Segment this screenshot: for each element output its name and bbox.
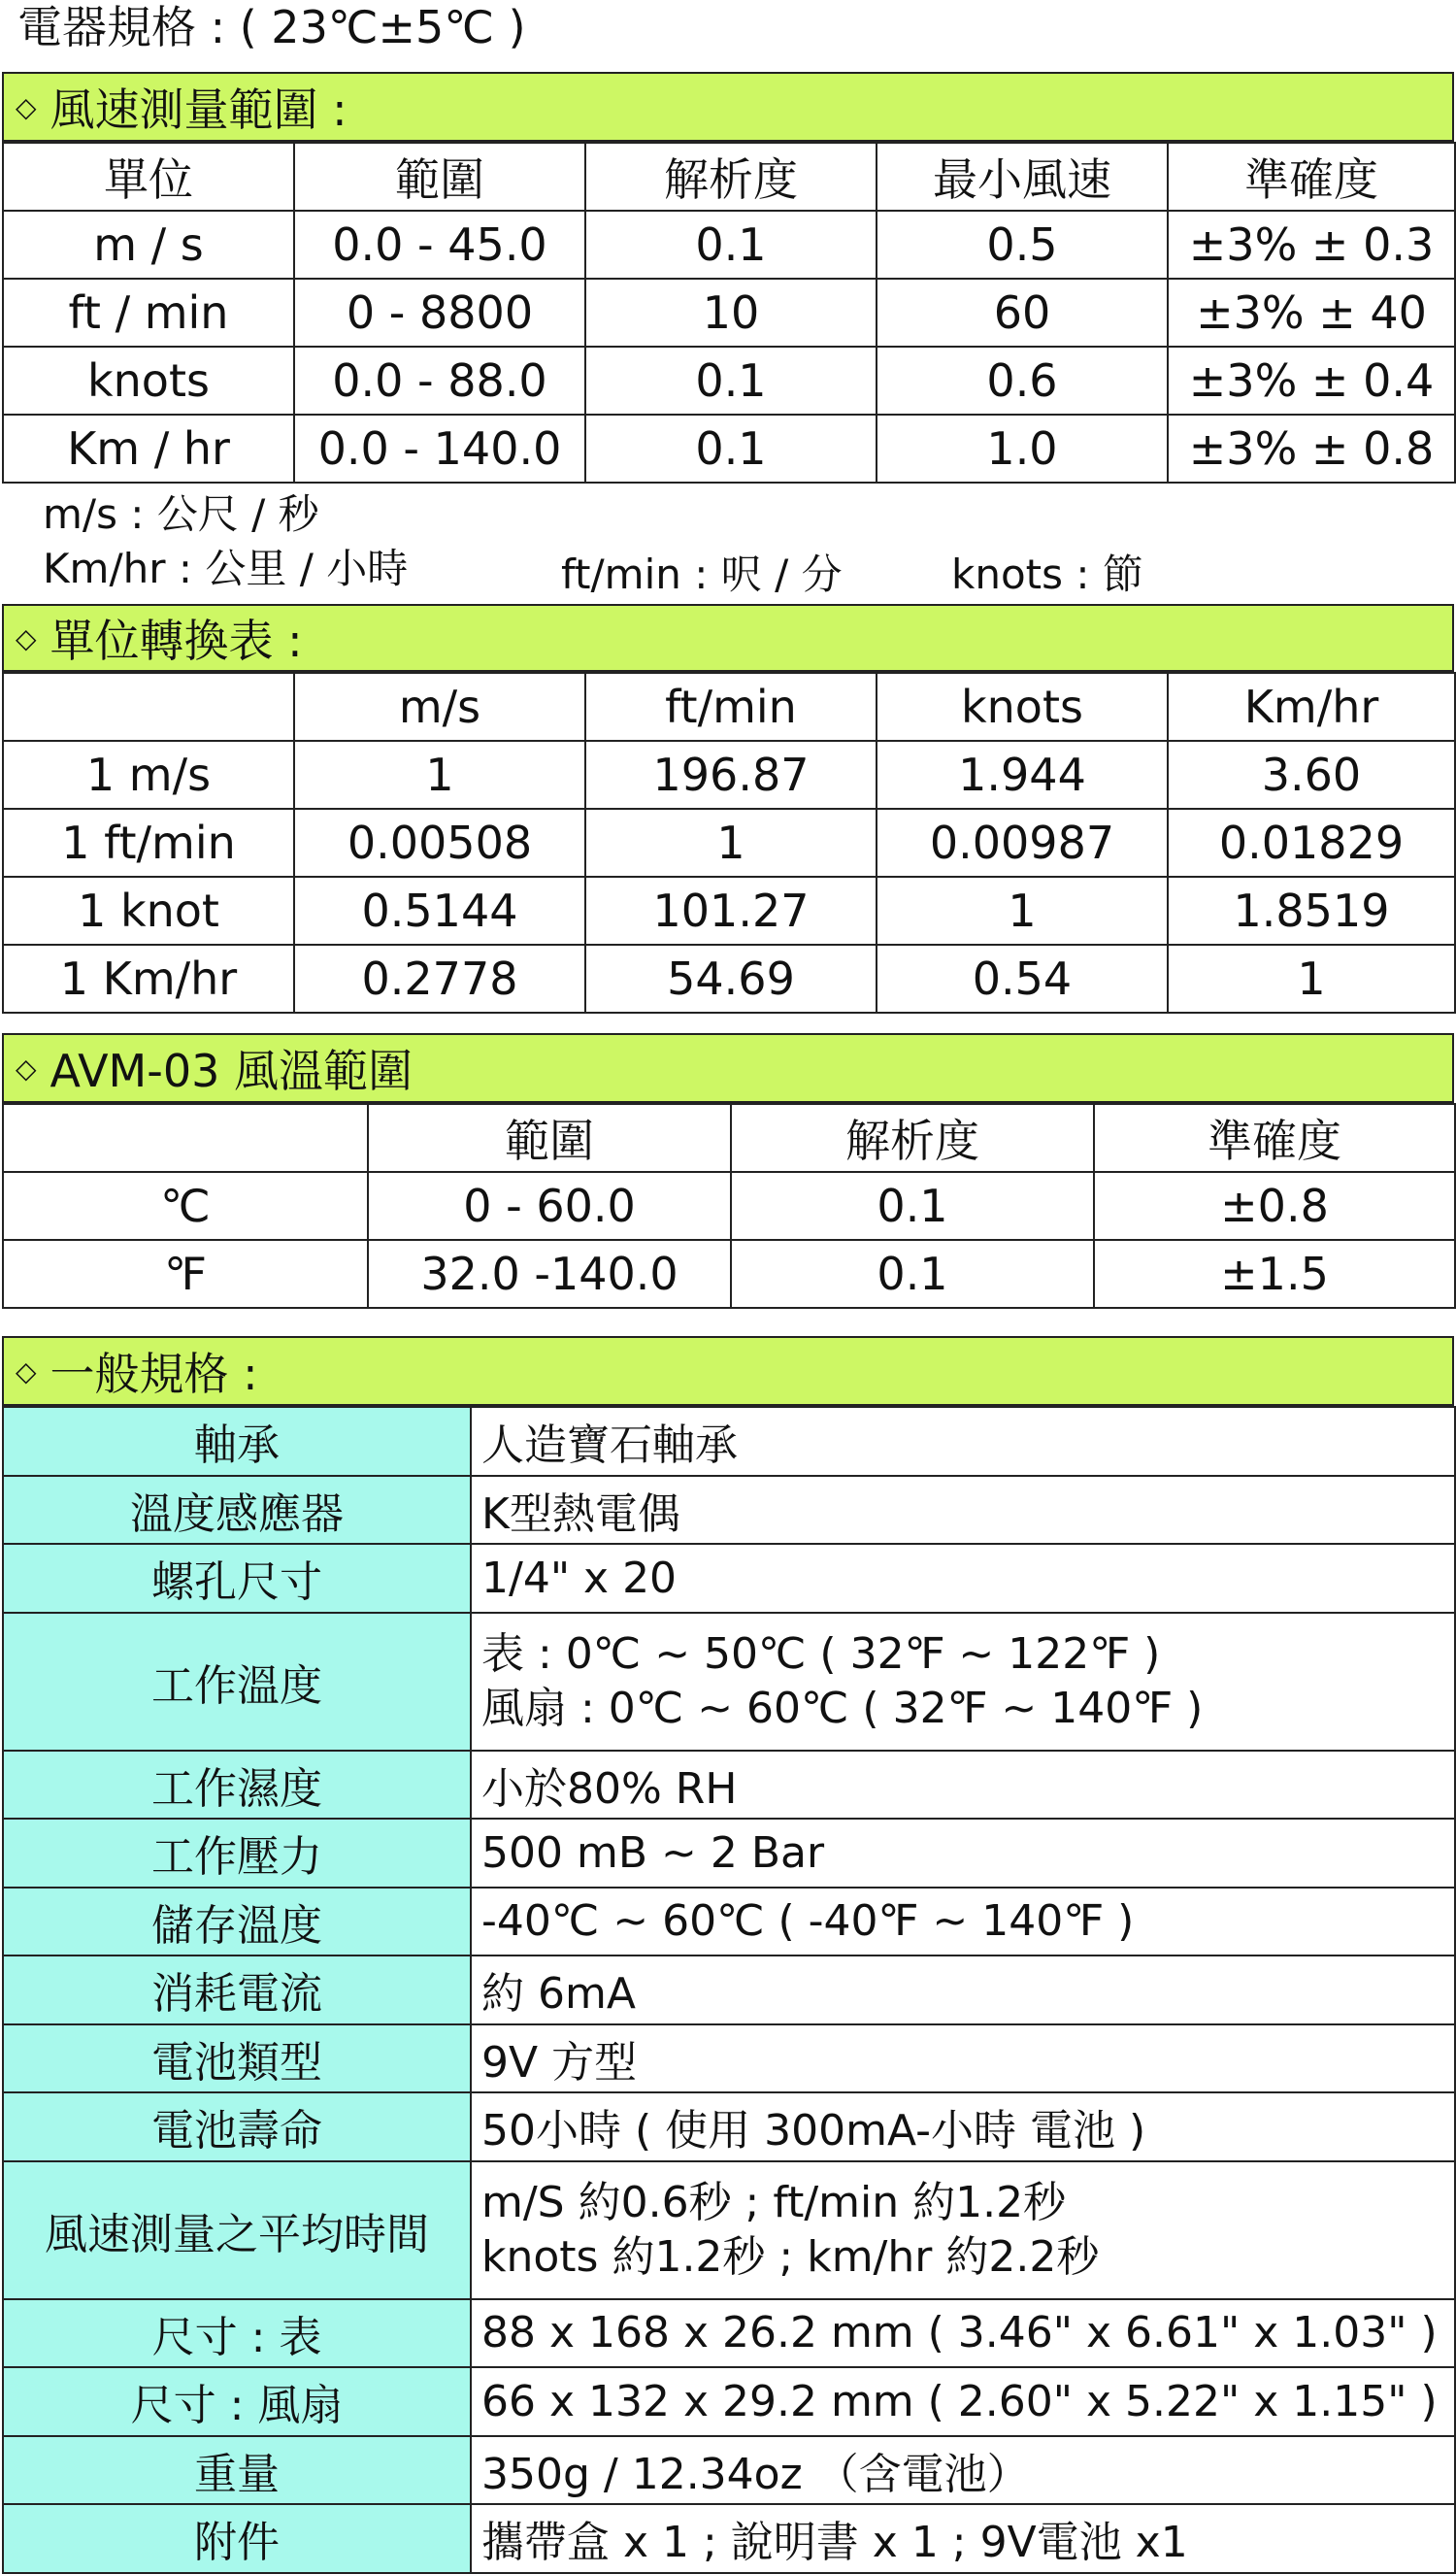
table-row	[3, 415, 1455, 483]
table-cell: 0 - 60.0	[368, 1172, 731, 1240]
table-cell: 0.00987	[877, 809, 1168, 877]
table-cell: 1.8519	[1168, 877, 1455, 945]
table-cell: 0.0 - 140.0	[294, 415, 585, 483]
spec-row	[3, 2024, 1455, 2093]
spec-value	[471, 2367, 1455, 2436]
spec-value-line: 88 x 168 x 26.2 mm ( 3.46" x 6.61" x 1.03" )	[481, 2308, 1438, 2358]
spec-label: 工作濕度	[3, 1751, 471, 1820]
column-header: 準確度	[1094, 1104, 1455, 1172]
table-row	[3, 279, 1455, 347]
table-cell: ±0.8	[1094, 1172, 1455, 1240]
spec-value	[471, 2504, 1455, 2573]
spec-value	[471, 2092, 1455, 2161]
table-cell: 196.87	[585, 741, 877, 809]
spec-label: 儲存溫度	[3, 1888, 471, 1956]
spec-value-line: 50小時 ( 使用 300mA-小時 電池 )	[481, 2106, 1146, 2156]
table-cell: 1.0	[877, 415, 1168, 483]
spec-value-line: 9V 方型	[481, 2037, 638, 2088]
unit-note-kmhr: Km/hr : 公里 / 小時	[43, 545, 409, 592]
spec-label: 電池類型	[3, 2024, 471, 2093]
table-cell: 10	[585, 279, 877, 347]
table-cell: 0.1	[585, 347, 877, 415]
spec-value-line: 350g / 12.34oz （含電池）	[481, 2449, 1030, 2499]
column-header: m/s	[294, 673, 585, 741]
table-cell: 3.60	[1168, 741, 1455, 809]
table-row	[3, 1240, 1455, 1308]
wind-range-heading	[2, 72, 1454, 142]
table-cell: 0.54	[877, 945, 1168, 1013]
spec-value-line: m/S 約0.6秒 ; ft/min 約1.2秒	[481, 2177, 1067, 2227]
spec-value-line: 66 x 132 x 29.2 mm ( 2.60" x 5.22" x 1.15" )	[481, 2376, 1438, 2426]
table-cell: 1	[585, 809, 877, 877]
unit-note-ms: m/s : 公尺 / 秒	[43, 490, 319, 538]
table-cell: ℉	[3, 1240, 368, 1308]
spec-value	[471, 2024, 1455, 2093]
table-cell: 1 ft/min	[3, 809, 294, 877]
spec-value	[471, 1888, 1455, 1956]
conversion-table	[2, 672, 1456, 1014]
column-header: 單位	[3, 143, 294, 211]
spec-value-line: knots 約1.2秒 ; km/hr 約2.2秒	[481, 2231, 1100, 2282]
table-cell: 0.00508	[294, 809, 585, 877]
spec-label: 工作壓力	[3, 1819, 471, 1888]
general-heading	[2, 1336, 1454, 1406]
spec-label: 風速測量之平均時間	[3, 2161, 471, 2299]
spec-value-line: K型熱電偶	[481, 1488, 680, 1539]
column-header: ft/min	[585, 673, 877, 741]
spec-value-line: 表 : 0℃ ~ 50℃ ( 32℉ ~ 122℉ )	[481, 1628, 1161, 1679]
general-heading-text: 一般規格 :	[50, 1348, 258, 1400]
table-cell: ℃	[3, 1172, 368, 1240]
unit-note-ftmin: ft/min : 呎 / 分	[561, 551, 843, 598]
table-cell: 1 Km/hr	[3, 945, 294, 1013]
table-row	[3, 741, 1455, 809]
column-header: Km/hr	[1168, 673, 1455, 741]
diamond-icon: ◇	[16, 90, 37, 123]
spec-row	[3, 2504, 1455, 2573]
spec-value	[471, 1476, 1455, 1545]
column-header	[3, 673, 294, 741]
spec-row	[3, 1407, 1455, 1476]
table-cell: 1.944	[877, 741, 1168, 809]
temp-range-heading	[2, 1033, 1454, 1103]
spec-row	[3, 1956, 1455, 2024]
spec-label: 尺寸 : 表	[3, 2299, 471, 2368]
table-cell: ±3% ± 0.3	[1168, 211, 1455, 279]
wind-range-table	[2, 142, 1456, 484]
table-row	[3, 945, 1455, 1013]
spec-title: 電器規格 : ( 23℃±5℃ )	[17, 1, 526, 53]
table-cell: ±1.5	[1094, 1240, 1455, 1308]
table-cell: 0.2778	[294, 945, 585, 1013]
table-cell: 0.01829	[1168, 809, 1455, 877]
table-row	[3, 211, 1455, 279]
spec-row	[3, 2092, 1455, 2161]
spec-label: 尺寸 : 風扇	[3, 2367, 471, 2436]
table-cell: 0.0 - 88.0	[294, 347, 585, 415]
spec-row	[3, 1544, 1455, 1613]
spec-row	[3, 1751, 1455, 1820]
table-cell: 0.1	[585, 211, 877, 279]
spec-row	[3, 2436, 1455, 2505]
spec-row	[3, 2299, 1455, 2368]
table-cell: 1	[877, 877, 1168, 945]
temp-range-heading-text: AVM-03 風溫範圍	[50, 1045, 413, 1097]
diamond-icon: ◇	[16, 1354, 37, 1387]
table-cell: 0.1	[731, 1172, 1094, 1240]
diamond-icon: ◇	[16, 1052, 37, 1085]
table-row	[3, 877, 1455, 945]
spec-row	[3, 1888, 1455, 1956]
table-cell: Km / hr	[3, 415, 294, 483]
spec-value-line: 人造寶石軸承	[481, 1421, 738, 1471]
spec-row	[3, 1613, 1455, 1751]
spec-value	[471, 1751, 1455, 1820]
table-cell: 0.6	[877, 347, 1168, 415]
table-cell: 0.5144	[294, 877, 585, 945]
table-cell: ±3% ± 0.8	[1168, 415, 1455, 483]
conversion-heading-text: 單位轉換表 :	[50, 615, 303, 667]
column-header: 範圍	[368, 1104, 731, 1172]
spec-row	[3, 2161, 1455, 2299]
table-cell: 1	[294, 741, 585, 809]
spec-value	[471, 1544, 1455, 1613]
column-header	[3, 1104, 368, 1172]
spec-row	[3, 2367, 1455, 2436]
spec-value	[471, 2161, 1455, 2299]
general-spec-table	[2, 1406, 1456, 2574]
spec-value	[471, 1613, 1455, 1751]
table-header-row	[3, 673, 1455, 741]
spec-row	[3, 1819, 1455, 1888]
column-header: knots	[877, 673, 1168, 741]
spec-label: 附件	[3, 2504, 471, 2573]
table-cell: 1 m/s	[3, 741, 294, 809]
table-cell: 1 knot	[3, 877, 294, 945]
spec-value-line: 1/4" x 20	[481, 1553, 678, 1603]
table-cell: ±3% ± 0.4	[1168, 347, 1455, 415]
column-header: 範圍	[294, 143, 585, 211]
table-cell: 0.5	[877, 211, 1168, 279]
spec-label: 重量	[3, 2436, 471, 2505]
table-header-row	[3, 143, 1455, 211]
temp-range-table	[2, 1103, 1456, 1309]
table-row	[3, 809, 1455, 877]
table-row	[3, 347, 1455, 415]
spec-label: 溫度感應器	[3, 1476, 471, 1545]
spec-value-line: 攜帶盒 x 1 ; 說明書 x 1 ; 9V電池 x1	[481, 2518, 1188, 2568]
table-cell: ft / min	[3, 279, 294, 347]
spec-value-line: 風扇 : 0℃ ~ 60℃ ( 32℉ ~ 140℉ )	[481, 1683, 1204, 1733]
column-header: 最小風速	[877, 143, 1168, 211]
table-cell: 1	[1168, 945, 1455, 1013]
spec-row	[3, 1476, 1455, 1545]
unit-note-knots: knots : 節	[951, 551, 1143, 598]
table-cell: 0.1	[585, 415, 877, 483]
spec-value-line: 500 mB ~ 2 Bar	[481, 1827, 825, 1878]
table-cell: 101.27	[585, 877, 877, 945]
table-cell: knots	[3, 347, 294, 415]
column-header: 解析度	[585, 143, 877, 211]
spec-value	[471, 2299, 1455, 2368]
spec-value	[471, 1407, 1455, 1476]
spec-value-line: -40℃ ~ 60℃ ( -40℉ ~ 140℉ )	[481, 1896, 1135, 1947]
spec-label: 消耗電流	[3, 1956, 471, 2024]
spec-label: 工作溫度	[3, 1613, 471, 1751]
spec-value	[471, 1819, 1455, 1888]
table-header-row	[3, 1104, 1455, 1172]
diamond-icon: ◇	[16, 621, 37, 654]
spec-value	[471, 2436, 1455, 2505]
spec-value-line: 約 6mA	[481, 1969, 636, 2020]
spec-label: 螺孔尺寸	[3, 1544, 471, 1613]
spec-value	[471, 1956, 1455, 2024]
column-header: 解析度	[731, 1104, 1094, 1172]
table-cell: 32.0 -140.0	[368, 1240, 731, 1308]
table-cell: 0.1	[731, 1240, 1094, 1308]
table-cell: 54.69	[585, 945, 877, 1013]
spec-value-line: 小於80% RH	[481, 1763, 738, 1814]
spec-label: 電池壽命	[3, 2092, 471, 2161]
table-cell: ±3% ± 40	[1168, 279, 1455, 347]
table-cell: 0 - 8800	[294, 279, 585, 347]
wind-range-heading-text: 風速測量範圍 :	[50, 84, 347, 136]
table-row	[3, 1172, 1455, 1240]
table-cell: m / s	[3, 211, 294, 279]
column-header: 準確度	[1168, 143, 1455, 211]
conversion-heading	[2, 604, 1454, 672]
spec-label: 軸承	[3, 1407, 471, 1476]
table-cell: 60	[877, 279, 1168, 347]
table-cell: 0.0 - 45.0	[294, 211, 585, 279]
